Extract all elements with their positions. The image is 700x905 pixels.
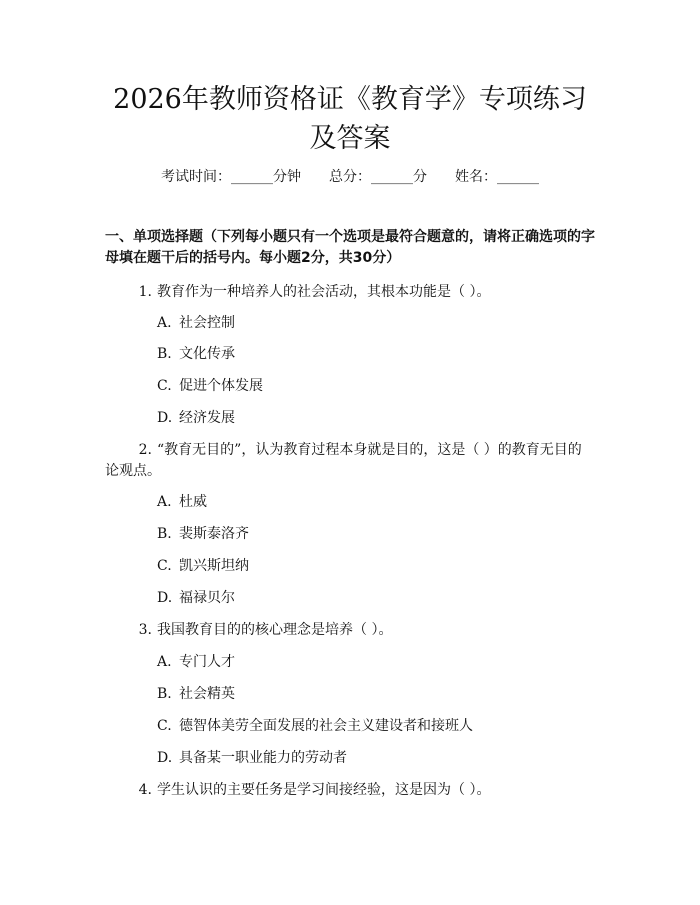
question-2-option-c: [157, 556, 597, 576]
question-number: 4.: [138, 782, 152, 798]
question-2-option-b: [157, 524, 597, 544]
section-heading: 一、单项选择题（下列每小题只有一个选项是最符合题意的，请将正确选项的字母填在题干后的括号内。每小题2分，共30分）: [105, 229, 595, 266]
option-text: 德智体美劳全面发展的社会主义建设者和接班人: [179, 718, 473, 734]
option-text: 凯兴斯坦纳: [179, 558, 249, 574]
option-letter: A.: [157, 494, 172, 510]
document-title: 2026年教师资格证《教育学》专项练习及答案: [113, 84, 587, 154]
total-score-blank: ______: [371, 169, 413, 185]
option-letter: B.: [157, 346, 172, 362]
question-3: [105, 620, 595, 641]
question-3-option-b: [157, 684, 597, 704]
exam-time-unit: 分钟: [273, 169, 301, 185]
question-3-option-a: [157, 652, 597, 672]
question-text: 教育作为一种培养人的社会活动，其根本功能是（ ）。: [157, 284, 491, 300]
option-text: 促进个体发展: [179, 378, 263, 394]
question-1-option-d: [157, 408, 597, 428]
option-letter: B.: [157, 686, 172, 702]
option-text: 社会控制: [179, 315, 235, 331]
total-score-unit: 分: [413, 169, 427, 185]
question-text: 我国教育目的的核心理念是培养（ ）。: [157, 622, 393, 638]
option-text: 社会精英: [179, 686, 235, 702]
option-text: 经济发展: [179, 410, 235, 426]
option-text: 福禄贝尔: [179, 590, 235, 606]
question-number: 2.: [138, 442, 152, 458]
option-letter: C.: [157, 378, 172, 394]
question-text: “教育无目的”，认为教育过程本身就是目的，这是（ ）的教育无目的论观点。: [105, 442, 582, 479]
option-letter: D.: [157, 410, 173, 426]
question-1-option-a: [157, 313, 597, 333]
question-1: [105, 282, 595, 303]
exam-time-label: 考试时间：: [161, 169, 231, 185]
option-letter: A.: [157, 654, 172, 670]
question-1-option-b: [157, 344, 597, 364]
option-letter: D.: [157, 590, 173, 606]
option-text: 具备某一职业能力的劳动者: [179, 750, 347, 766]
exam-info-line: [0, 167, 700, 187]
question-3-option-c: [157, 716, 597, 736]
option-letter: D.: [157, 750, 173, 766]
question-2-option-a: [157, 492, 597, 512]
question-number: 1.: [138, 284, 152, 300]
total-score-label: 总分：: [329, 169, 371, 185]
exam-time-blank: ______: [231, 169, 273, 185]
name-blank: ______: [497, 169, 539, 185]
question-2-option-d: [157, 588, 597, 608]
name-label: 姓名：: [455, 169, 497, 185]
option-text: 杜威: [179, 494, 207, 510]
question-3-option-d: [157, 748, 597, 768]
question-text: 学生认识的主要任务是学习间接经验，这是因为（ ）。: [157, 782, 491, 798]
option-text: 文化传承: [179, 346, 235, 362]
option-letter: A.: [157, 315, 172, 331]
question-4: [105, 780, 595, 801]
option-text: 专门人才: [179, 654, 235, 670]
question-number: 3.: [138, 622, 152, 638]
question-2: [105, 440, 595, 482]
option-letter: C.: [157, 558, 172, 574]
option-letter: B.: [157, 526, 172, 542]
question-1-option-c: [157, 376, 597, 396]
option-text: 裴斯泰洛齐: [179, 526, 249, 542]
option-letter: C.: [157, 718, 172, 734]
